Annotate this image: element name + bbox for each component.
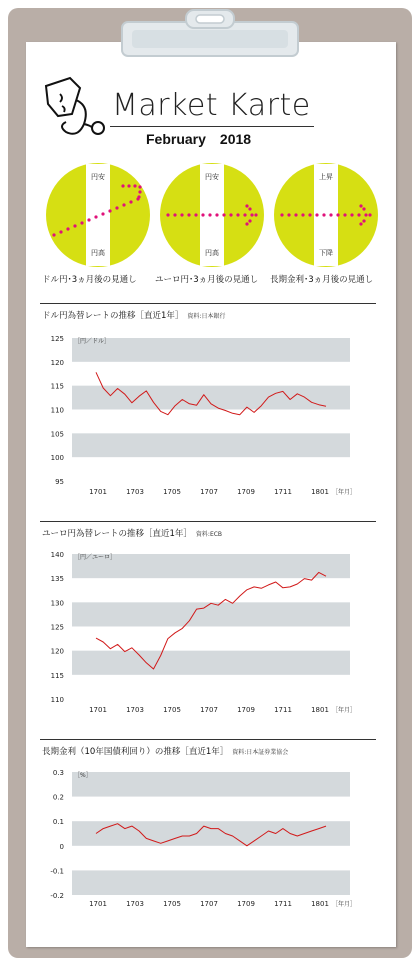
usdjpy-title-text: ドル円為替レートの推移［直近1年］ — [42, 311, 184, 321]
clipboard-clip-icon — [112, 8, 308, 68]
eurjpy-source: 資料:ECB — [195, 531, 223, 538]
x-tick-label: 1801 — [311, 488, 329, 496]
usdjpy-source: 資料:日本銀行 — [187, 313, 226, 320]
x-tick-label: 1701 — [89, 706, 107, 714]
x-tick-label: 1801 — [311, 900, 329, 908]
x-tick-label: 1705 — [163, 706, 181, 714]
x-tick-label: 1709 — [237, 488, 255, 496]
y-tick-label: 125 — [50, 623, 64, 632]
outlook-jgb-top-label: 上昇 — [319, 173, 333, 181]
y-tick-label: 100 — [50, 454, 64, 463]
x-tick-label: 1707 — [200, 900, 218, 908]
gridband — [72, 433, 350, 457]
y-tick-label: -0.2 — [50, 892, 64, 900]
y-tick-label: 0.3 — [52, 769, 64, 777]
x-tick-label: 1709 — [237, 706, 255, 714]
page-title: Market Karte — [112, 88, 311, 123]
outlook-usdjpy — [44, 160, 152, 270]
eurjpy-chart-title — [42, 527, 222, 539]
x-tick-label: 1705 — [163, 900, 181, 908]
outlook-usdjpy-bottom-label: 円高 — [91, 249, 105, 257]
x-tick-label: 1701 — [89, 900, 107, 908]
outlook-eurjpy-bottom-label: 円高 — [205, 249, 219, 257]
x-tick-label: 1701 — [89, 488, 107, 496]
x-tick-label: 1711 — [274, 488, 292, 496]
jgb-chart — [40, 764, 376, 914]
y-tick-label: 120 — [50, 358, 64, 367]
x-tick-label: 1801 — [311, 706, 329, 714]
x-tick-label: 1703 — [126, 900, 144, 908]
x-tick-label: 1711 — [274, 706, 292, 714]
x-tick-label: 1707 — [200, 706, 218, 714]
y-unit-label: ［円／ドル］ — [74, 338, 111, 345]
jgb-title-text: 長期金利（10年国債利回り）の推移［直近1年］ — [42, 747, 229, 757]
outlook-jgb-bottom-label: 下降 — [319, 249, 333, 257]
y-tick-label: 110 — [50, 696, 64, 704]
title-divider — [110, 126, 314, 127]
outlook-jgb — [272, 160, 380, 270]
x-tick-label: 1703 — [126, 488, 144, 496]
outlook-eurjpy-top-label: 円安 — [205, 173, 219, 181]
y-unit-label: ［%］ — [74, 772, 92, 779]
y-tick-label: 0.1 — [52, 818, 64, 827]
y-tick-label: 0.2 — [52, 793, 64, 802]
gridband — [72, 338, 350, 362]
gridband — [72, 651, 350, 675]
outlook-eurjpy-caption: ユーロ円･3ヵ月後の見通し — [155, 275, 259, 285]
doctor-logo-icon — [40, 76, 110, 146]
x-tick-label: 1707 — [200, 488, 218, 496]
gridband — [72, 772, 350, 797]
y-tick-label: -0.1 — [50, 867, 64, 876]
y-tick-label: 120 — [50, 647, 64, 656]
x-unit-label: ［年月］ — [332, 707, 357, 714]
usdjpy-chart — [40, 328, 376, 500]
y-tick-label: 115 — [50, 382, 64, 391]
x-tick-label: 1703 — [126, 706, 144, 714]
jgb-source: 資料:日本証券業協会 — [232, 749, 289, 756]
jgb-chart-title — [42, 745, 288, 757]
usdjpy-chart-title — [42, 309, 225, 321]
x-tick-label: 1711 — [274, 900, 292, 908]
section-divider — [40, 303, 376, 304]
y-tick-label: 110 — [50, 406, 64, 415]
x-tick-label: 1705 — [163, 488, 181, 496]
section-divider — [40, 521, 376, 522]
outlook-usdjpy-top-label: 円安 — [91, 173, 105, 181]
issue-month: February — [146, 131, 206, 147]
issue-year: 2018 — [219, 131, 252, 147]
y-tick-label: 0 — [59, 842, 64, 851]
outlook-jgb-caption: 長期金利･3ヵ月後の見通し — [270, 275, 374, 285]
y-tick-label: 125 — [50, 335, 64, 343]
gridband — [72, 602, 350, 626]
y-tick-label: 130 — [50, 599, 64, 608]
issue-date — [146, 131, 251, 147]
y-tick-label: 135 — [50, 575, 64, 584]
y-tick-label: 95 — [55, 478, 64, 486]
y-tick-label: 115 — [50, 671, 64, 680]
x-unit-label: ［年月］ — [332, 489, 357, 496]
section-divider — [40, 739, 376, 740]
outlook-usdjpy-caption: ドル円･3ヵ月後の見通し — [42, 275, 137, 285]
y-tick-label: 140 — [50, 551, 64, 559]
x-tick-label: 1709 — [237, 900, 255, 908]
outlook-eurjpy — [158, 160, 266, 270]
x-unit-label: ［年月］ — [332, 901, 357, 908]
gridband — [72, 386, 350, 410]
eurjpy-title-text: ユーロ円為替レートの推移［直近1年］ — [42, 529, 192, 539]
y-tick-label: 105 — [50, 430, 64, 439]
eurjpy-chart — [40, 546, 376, 718]
gridband — [72, 870, 350, 895]
y-unit-label: ［円／ユーロ］ — [74, 554, 117, 561]
